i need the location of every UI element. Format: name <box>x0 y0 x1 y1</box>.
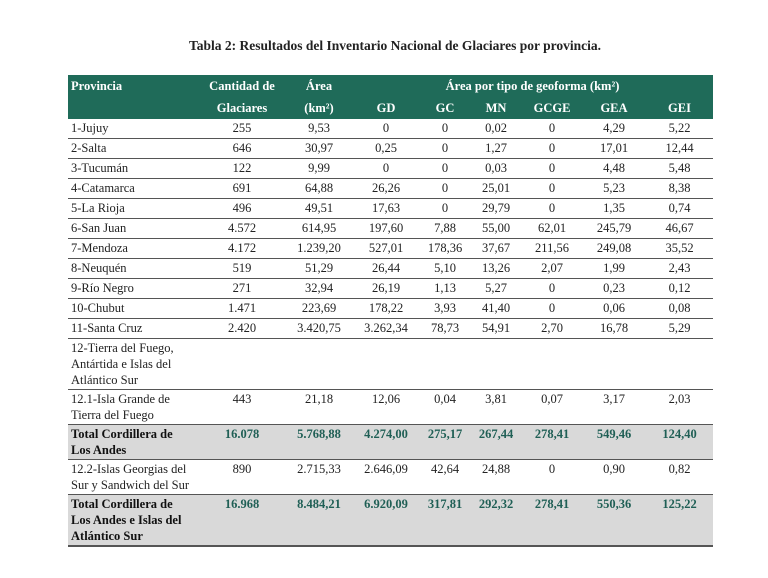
value-cell: 0 <box>352 159 420 179</box>
value-cell: 35,52 <box>646 239 713 259</box>
value-cell: 0,08 <box>646 299 713 319</box>
value-cell: 122 <box>198 159 286 179</box>
value-cell <box>646 339 713 390</box>
value-cell <box>582 339 646 390</box>
value-cell: 292,32 <box>470 495 522 547</box>
value-cell: 46,67 <box>646 219 713 239</box>
value-cell: 0 <box>522 139 582 159</box>
value-cell: 443 <box>198 390 286 425</box>
table-row <box>68 339 713 390</box>
value-cell: 691 <box>198 179 286 199</box>
table-row <box>68 139 713 159</box>
value-cell: 0,02 <box>470 119 522 139</box>
value-cell: 3.262,34 <box>352 319 420 339</box>
total-row <box>68 425 713 460</box>
value-cell: 12,06 <box>352 390 420 425</box>
value-cell: 2.420 <box>198 319 286 339</box>
value-cell: 496 <box>198 199 286 219</box>
value-cell: 12,44 <box>646 139 713 159</box>
header-gea: GEA <box>582 97 646 119</box>
value-cell: 6.920,09 <box>352 495 420 547</box>
header-provincia: Provincia <box>68 75 198 97</box>
value-cell: 42,64 <box>420 460 470 495</box>
province-cell: Total Cordillera de Los Andes e Islas del Atlántico Sur <box>68 495 198 547</box>
table-row <box>68 219 713 239</box>
value-cell: 0,03 <box>470 159 522 179</box>
value-cell: 16.078 <box>198 425 286 460</box>
value-cell: 271 <box>198 279 286 299</box>
value-cell: 62,01 <box>522 219 582 239</box>
value-cell: 223,69 <box>286 299 352 319</box>
value-cell: 3,81 <box>470 390 522 425</box>
value-cell: 0 <box>420 119 470 139</box>
table-row <box>68 179 713 199</box>
value-cell: 5,22 <box>646 119 713 139</box>
value-cell: 0,82 <box>646 460 713 495</box>
value-cell: 17,63 <box>352 199 420 219</box>
value-cell: 26,19 <box>352 279 420 299</box>
value-cell: 0 <box>522 460 582 495</box>
value-cell: 13,26 <box>470 259 522 279</box>
province-cell: 12.1-Isla Grande de Tierra del Fuego <box>68 390 198 425</box>
province-cell: 12.2-Islas Georgias del Sur y Sandwich del Sur <box>68 460 198 495</box>
value-cell: 0 <box>420 159 470 179</box>
value-cell: 2,70 <box>522 319 582 339</box>
province-cell: 4-Catamarca <box>68 179 198 199</box>
value-cell: 178,22 <box>352 299 420 319</box>
value-cell: 1,27 <box>470 139 522 159</box>
value-cell: 3,17 <box>582 390 646 425</box>
value-cell: 1.471 <box>198 299 286 319</box>
table-row <box>68 460 713 495</box>
header-area: Área <box>286 75 352 97</box>
province-cell: 5-La Rioja <box>68 199 198 219</box>
value-cell: 3,93 <box>420 299 470 319</box>
value-cell: 8,38 <box>646 179 713 199</box>
value-cell: 0,04 <box>420 390 470 425</box>
value-cell: 0,23 <box>582 279 646 299</box>
glaciers-table <box>68 75 713 547</box>
value-cell: 245,79 <box>582 219 646 239</box>
value-cell: 8.484,21 <box>286 495 352 547</box>
province-cell: 6-San Juan <box>68 219 198 239</box>
province-cell: 11-Santa Cruz <box>68 319 198 339</box>
value-cell: 4.274,00 <box>352 425 420 460</box>
value-cell <box>198 339 286 390</box>
header-gcge: GCGE <box>522 97 582 119</box>
value-cell: 646 <box>198 139 286 159</box>
value-cell: 1,99 <box>582 259 646 279</box>
table-title: Tabla 2: Resultados del Inventario Nacional de Glaciares por provincia. <box>188 38 602 53</box>
value-cell <box>352 339 420 390</box>
value-cell: 16,78 <box>582 319 646 339</box>
value-cell: 0,25 <box>352 139 420 159</box>
header-mn: MN <box>470 97 522 119</box>
value-cell: 0 <box>420 199 470 219</box>
total-row <box>68 495 713 547</box>
table-row <box>68 279 713 299</box>
value-cell: 4,48 <box>582 159 646 179</box>
table-row <box>68 119 713 139</box>
table-row <box>68 159 713 179</box>
value-cell: 32,94 <box>286 279 352 299</box>
header-geoforma: Área por tipo de geoforma (km²) <box>352 75 713 97</box>
value-cell: 4,29 <box>582 119 646 139</box>
value-cell: 278,41 <box>522 425 582 460</box>
value-cell: 7,88 <box>420 219 470 239</box>
value-cell: 0 <box>420 179 470 199</box>
value-cell: 30,97 <box>286 139 352 159</box>
value-cell: 0 <box>420 139 470 159</box>
value-cell: 4.172 <box>198 239 286 259</box>
province-cell: 1-Jujuy <box>68 119 198 139</box>
table-row <box>68 239 713 259</box>
value-cell <box>522 339 582 390</box>
value-cell: 125,22 <box>646 495 713 547</box>
value-cell: 5,23 <box>582 179 646 199</box>
value-cell: 0,06 <box>582 299 646 319</box>
value-cell <box>470 339 522 390</box>
value-cell: 4.572 <box>198 219 286 239</box>
value-cell: 26,44 <box>352 259 420 279</box>
value-cell: 55,00 <box>470 219 522 239</box>
value-cell: 37,67 <box>470 239 522 259</box>
value-cell: 317,81 <box>420 495 470 547</box>
value-cell: 124,40 <box>646 425 713 460</box>
value-cell: 614,95 <box>286 219 352 239</box>
value-cell: 1,35 <box>582 199 646 219</box>
value-cell: 519 <box>198 259 286 279</box>
table-row <box>68 390 713 425</box>
value-cell: 26,26 <box>352 179 420 199</box>
header-cantidad-2: Glaciares <box>198 97 286 119</box>
value-cell: 278,41 <box>522 495 582 547</box>
value-cell: 78,73 <box>420 319 470 339</box>
value-cell: 51,29 <box>286 259 352 279</box>
value-cell: 249,08 <box>582 239 646 259</box>
table-row <box>68 299 713 319</box>
province-cell: 3-Tucumán <box>68 159 198 179</box>
value-cell: 1.239,20 <box>286 239 352 259</box>
value-cell: 49,51 <box>286 199 352 219</box>
value-cell: 0,74 <box>646 199 713 219</box>
value-cell: 2,07 <box>522 259 582 279</box>
value-cell: 5.768,88 <box>286 425 352 460</box>
province-cell: 8-Neuquén <box>68 259 198 279</box>
value-cell: 0,90 <box>582 460 646 495</box>
province-cell: 10-Chubut <box>68 299 198 319</box>
header-gei: GEI <box>646 97 713 119</box>
province-cell: 2-Salta <box>68 139 198 159</box>
value-cell: 29,79 <box>470 199 522 219</box>
province-cell: 9-Río Negro <box>68 279 198 299</box>
value-cell: 5,10 <box>420 259 470 279</box>
value-cell <box>286 339 352 390</box>
value-cell: 5,27 <box>470 279 522 299</box>
value-cell: 0 <box>522 159 582 179</box>
value-cell: 890 <box>198 460 286 495</box>
value-cell: 267,44 <box>470 425 522 460</box>
value-cell: 25,01 <box>470 179 522 199</box>
value-cell: 0 <box>522 199 582 219</box>
table-row <box>68 259 713 279</box>
header-blank <box>68 97 198 119</box>
value-cell: 0,07 <box>522 390 582 425</box>
value-cell: 17,01 <box>582 139 646 159</box>
header-gc: GC <box>420 97 470 119</box>
value-cell: 0 <box>522 179 582 199</box>
value-cell: 2,03 <box>646 390 713 425</box>
value-cell: 3.420,75 <box>286 319 352 339</box>
value-cell: 64,88 <box>286 179 352 199</box>
value-cell <box>420 339 470 390</box>
table-row <box>68 319 713 339</box>
value-cell: 21,18 <box>286 390 352 425</box>
table-row <box>68 199 713 219</box>
header-area-2: (km²) <box>286 97 352 119</box>
value-cell: 550,36 <box>582 495 646 547</box>
province-cell: 7-Mendoza <box>68 239 198 259</box>
value-cell: 41,40 <box>470 299 522 319</box>
value-cell: 197,60 <box>352 219 420 239</box>
value-cell: 211,56 <box>522 239 582 259</box>
value-cell: 0,12 <box>646 279 713 299</box>
value-cell: 2,43 <box>646 259 713 279</box>
header-cantidad: Cantidad de <box>198 75 286 97</box>
value-cell: 1,13 <box>420 279 470 299</box>
value-cell: 527,01 <box>352 239 420 259</box>
province-cell: Total Cordillera de Los Andes <box>68 425 198 460</box>
value-cell: 5,48 <box>646 159 713 179</box>
value-cell: 0 <box>522 119 582 139</box>
value-cell: 54,91 <box>470 319 522 339</box>
province-cell: 12-Tierra del Fuego, Antártida e Islas del Atlántico Sur <box>68 339 198 390</box>
value-cell: 9,99 <box>286 159 352 179</box>
value-cell: 0 <box>522 279 582 299</box>
value-cell: 255 <box>198 119 286 139</box>
value-cell: 2.646,09 <box>352 460 420 495</box>
value-cell: 0 <box>352 119 420 139</box>
value-cell: 0 <box>522 299 582 319</box>
value-cell: 275,17 <box>420 425 470 460</box>
value-cell: 5,29 <box>646 319 713 339</box>
value-cell: 549,46 <box>582 425 646 460</box>
value-cell: 24,88 <box>470 460 522 495</box>
value-cell: 9,53 <box>286 119 352 139</box>
header-gd: GD <box>352 97 420 119</box>
value-cell: 2.715,33 <box>286 460 352 495</box>
value-cell: 16.968 <box>198 495 286 547</box>
value-cell: 178,36 <box>420 239 470 259</box>
